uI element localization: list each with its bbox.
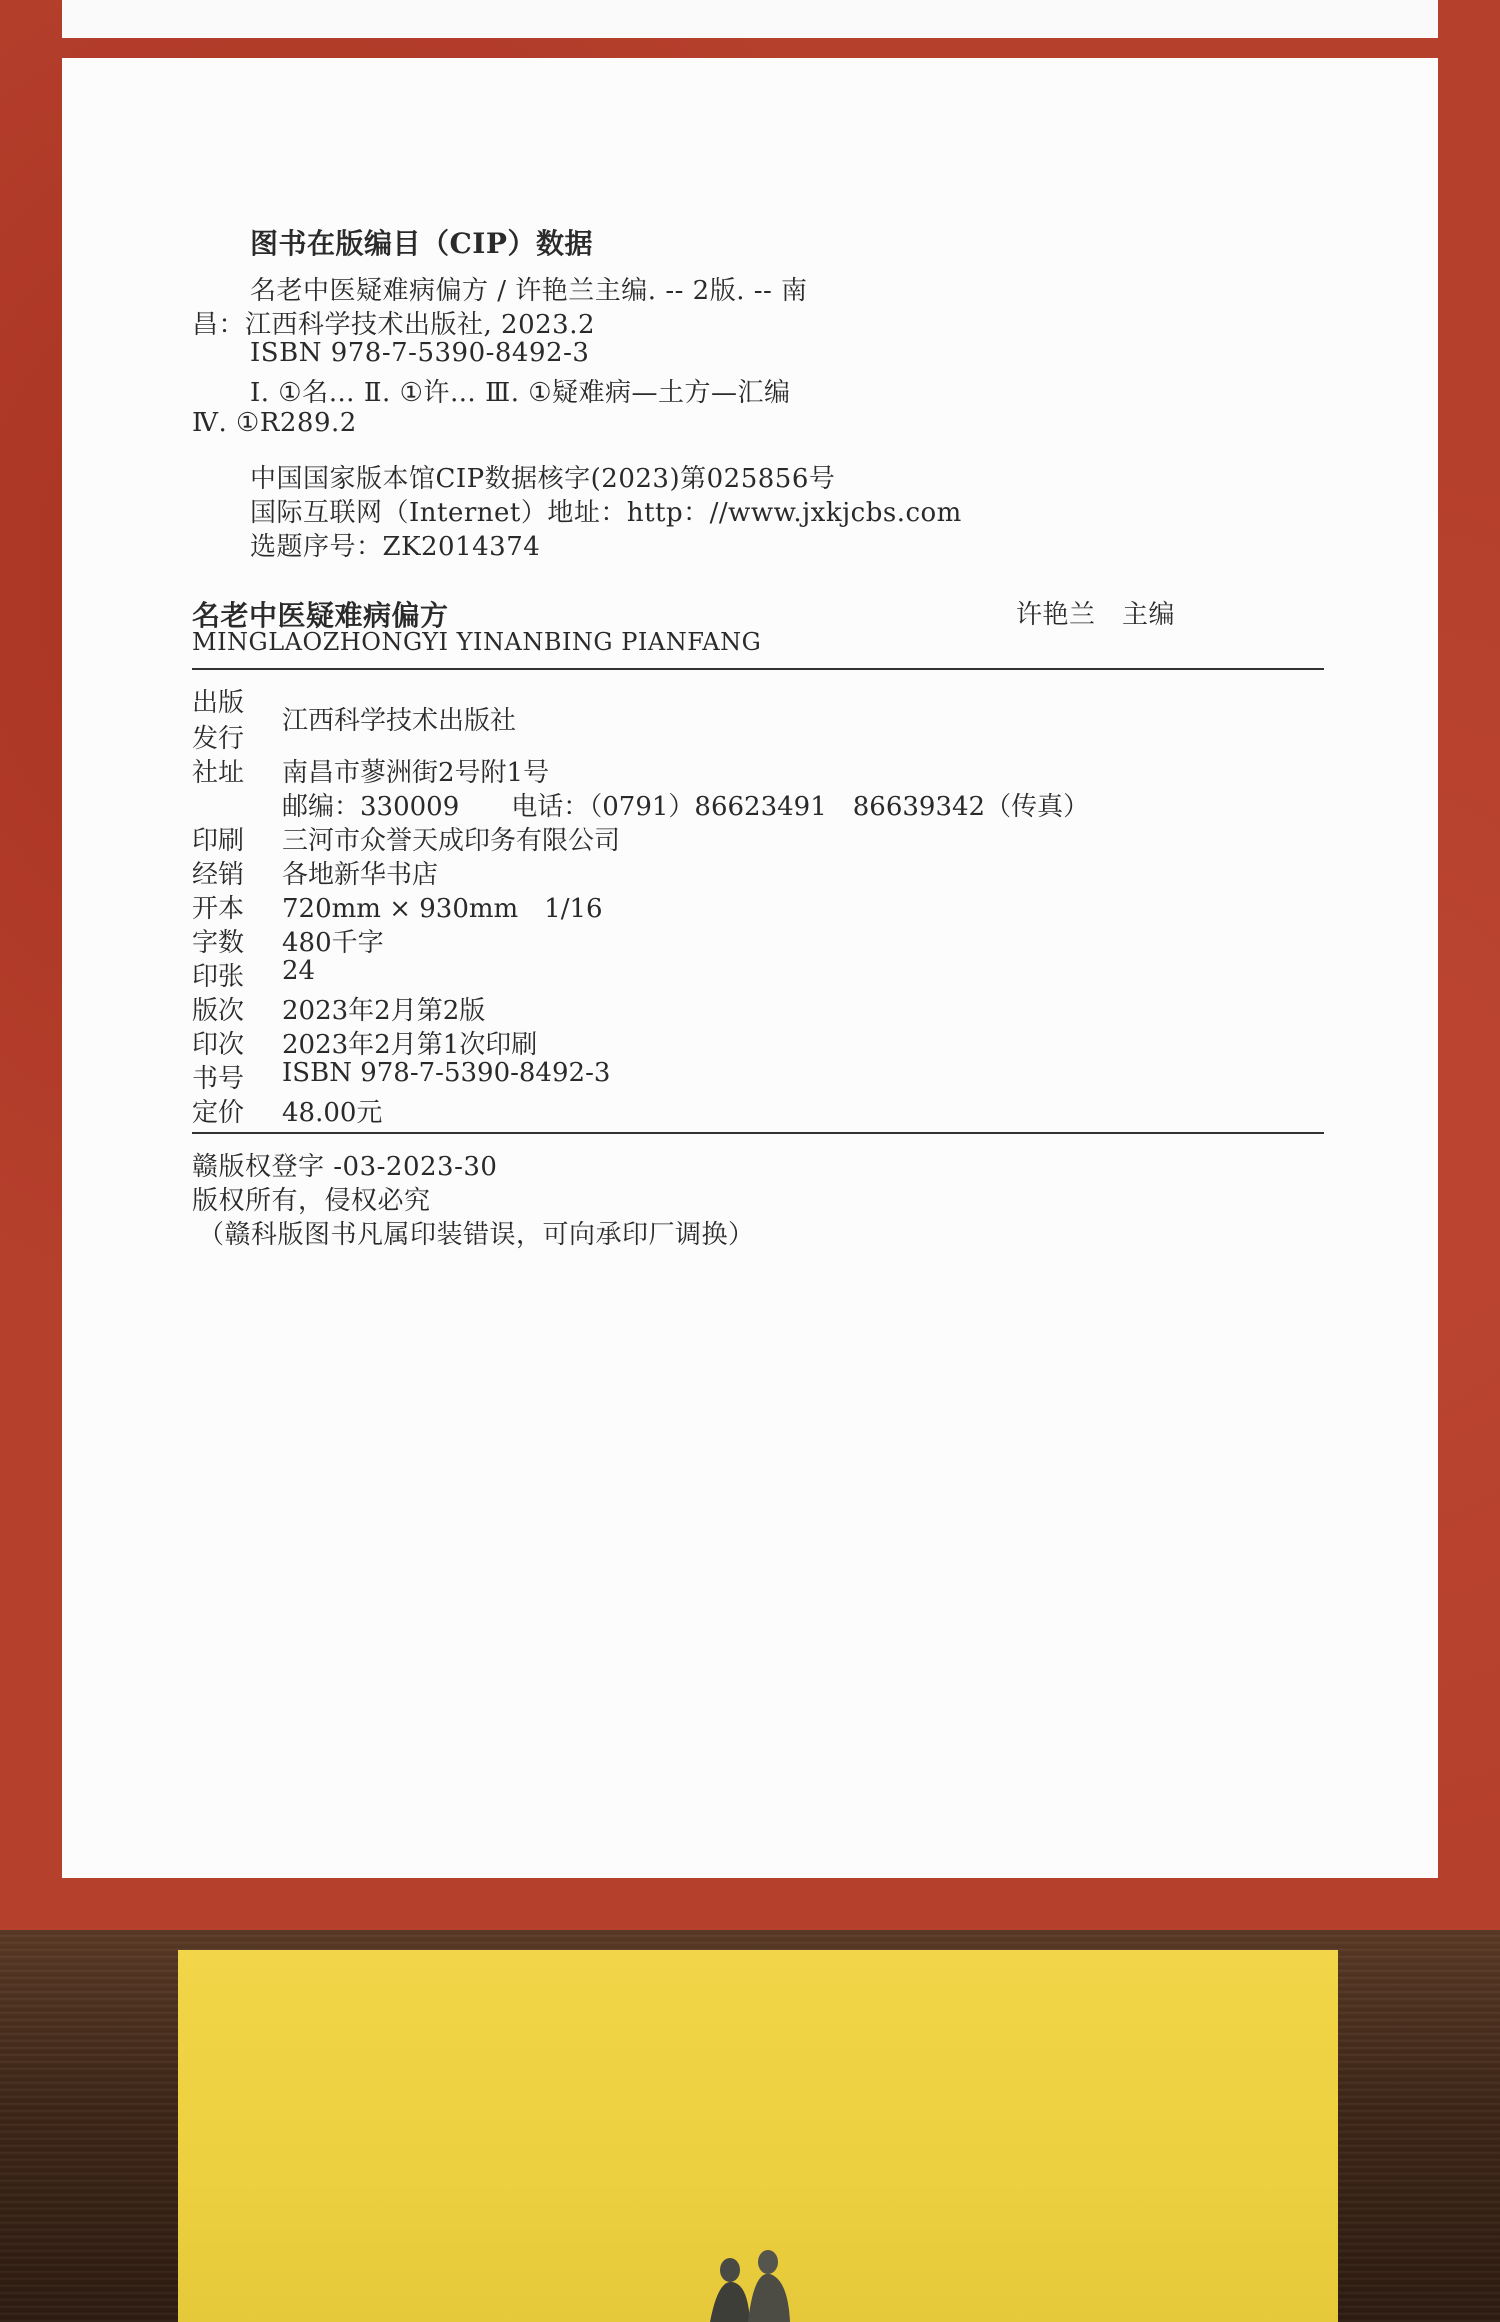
detail-sheets: 24 [282,956,316,986]
copyright-page [62,58,1438,1878]
detail-label-book-number: 书号 [192,1064,245,1094]
cip-classification: Ⅰ. ①名… Ⅱ. ①许… Ⅲ. ①疑难病—土方—汇编 [250,378,791,408]
book-title: 名老中医疑难病偏方 [192,599,449,632]
detail-label-sheets: 印张 [192,962,245,992]
detail-printing: 2023年2月第1次印刷 [282,1030,538,1060]
book-pinyin: MINGLAOZHONGYI YINANBING PIANFANG [192,628,762,656]
detail-label-edition: 版次 [192,996,245,1026]
cip-line-2: 昌：江西科学技术出版社, 2023.2 [192,310,596,340]
cip-topic-number: 选题序号：ZK2014374 [250,532,541,562]
cip-heading: 图书在版编目（CIP）数据 [250,227,593,260]
detail-word-count: 480千字 [282,928,384,958]
top-rule [192,668,1324,670]
detail-label-format: 开本 [192,894,245,924]
figurine-illustration [690,2240,810,2322]
detail-book-number: ISBN 978-7-5390-8492-3 [282,1058,611,1088]
detail-label-address: 社址 [192,758,245,788]
cip-website: 国际互联网（Internet）地址：http：//www.jxkjcbs.com [250,498,962,528]
detail-printer: 三河市众誉天成印务有限公司 [282,826,621,856]
detail-publisher: 江西科学技术出版社 [282,706,517,736]
detail-label-word-count: 字数 [192,928,245,958]
cip-isbn: ISBN 978-7-5390-8492-3 [250,338,590,368]
detail-distributor: 各地新华书店 [282,860,439,890]
cip-line-1: 名老中医疑难病偏方 / 许艳兰主编. -- 2版. -- 南 [250,276,808,306]
cip-verification: 中国国家版本馆CIP数据核字(2023)第025856号 [250,464,836,494]
bottom-rule [192,1132,1324,1134]
exchange-note: （赣科版图书凡属印装错误，可向承印厂调换） [198,1220,755,1250]
detail-address: 南昌市蓼洲街2号附1号 [282,758,550,788]
rights-reserved: 版权所有，侵权必究 [192,1186,431,1216]
detail-label-printing: 印次 [192,1030,245,1060]
detail-label-printer: 印刷 [192,826,245,856]
detail-label-distributor: 经销 [192,860,245,890]
previous-page-edge [62,0,1438,38]
cip-class-code: Ⅳ. ①R289.2 [192,408,357,438]
detail-edition: 2023年2月第2版 [282,996,486,1026]
detail-contact: 邮编：330009 电话：（0791）86623491 86639342（传真） [282,792,1090,822]
detail-label-publish: 出版 [192,688,245,718]
detail-label-price: 定价 [192,1098,245,1128]
detail-format: 720mm × 930mm 1/16 [282,894,603,924]
book-editor: 许艳兰 主编 [1016,600,1176,630]
copyright-registration: 赣版权登字 -03-2023-30 [192,1152,498,1182]
detail-label-distribute: 发行 [192,724,245,754]
detail-price: 48.00元 [282,1098,383,1128]
